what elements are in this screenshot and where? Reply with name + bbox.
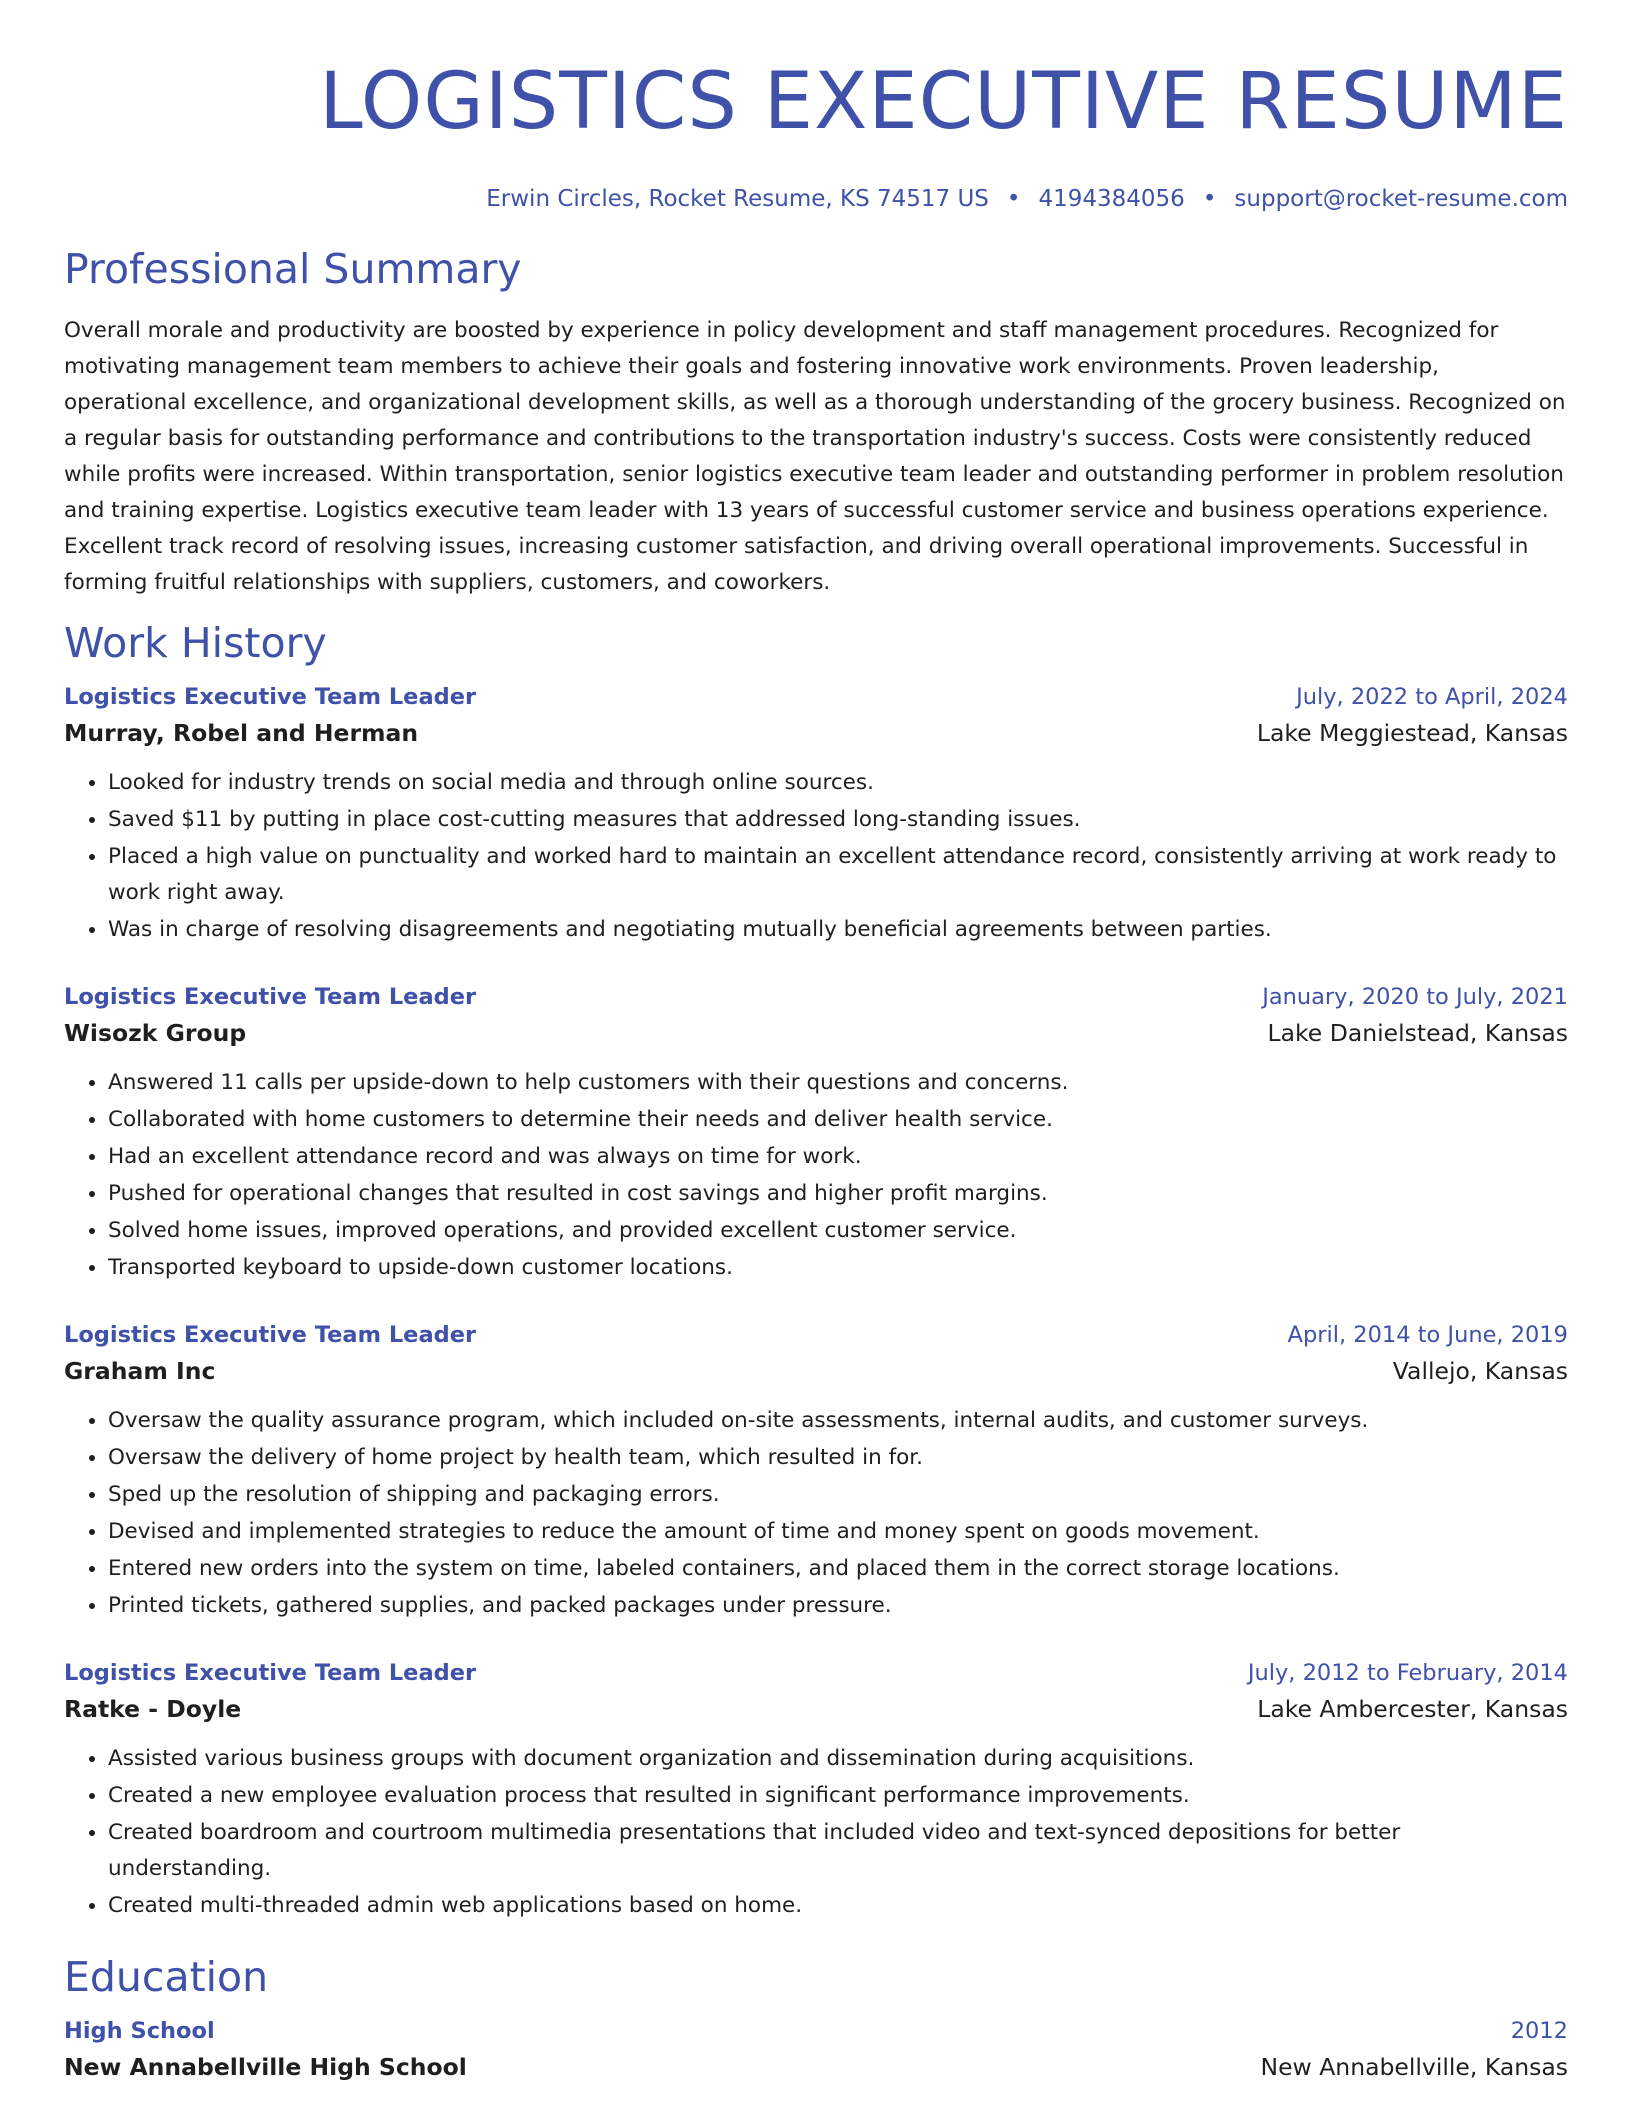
contact-email: support@rocket-resume.com	[1234, 186, 1568, 212]
job-dates: July, 2022 to April, 2024	[1296, 684, 1568, 710]
job-location: Lake Danielstead, Kansas	[1267, 1019, 1568, 1047]
contact-separator: •	[1006, 186, 1021, 212]
job-header-row	[64, 1656, 1568, 1690]
job-bullet: • Was in charge of resolving disagreements and negotiating mutually beneficial agreements between parties.	[108, 911, 1568, 948]
job-bullets	[64, 1402, 1568, 1624]
job-bullet: • Created a new employee evaluation process that resulted in significant performance improvements.	[108, 1777, 1568, 1814]
job-company-row	[64, 1352, 1568, 1390]
job-bullet: • Answered 11 calls per upside-down to help customers with their questions and concerns.	[108, 1064, 1568, 1101]
job-bullet: • Solved home issues, improved operations, and provided excellent customer service.	[108, 1212, 1568, 1249]
contact-address: Erwin Circles, Rocket Resume, KS 74517 US	[486, 186, 989, 212]
job-header-row	[64, 680, 1568, 714]
job-bullet: • Pushed for operational changes that resulted in cost savings and higher profit margins.	[108, 1175, 1568, 1212]
job-bullet: • Entered new orders into the system on time, labeled containers, and placed them in the correct storage locations.	[108, 1550, 1568, 1587]
job-location: Lake Ambercester, Kansas	[1257, 1695, 1568, 1723]
job-dates: April, 2014 to June, 2019	[1287, 1322, 1568, 1348]
job-bullet: • Oversaw the quality assurance program, which included on-site assessments, internal audits, and customer surveys.	[108, 1402, 1568, 1439]
job-header-row	[64, 1318, 1568, 1352]
education-school: New Annabellville High School	[64, 2053, 467, 2081]
job-dates: January, 2020 to July, 2021	[1262, 984, 1568, 1010]
job-bullet: • Transported keyboard to upside-down customer locations.	[108, 1249, 1568, 1286]
job-location: Lake Meggiestead, Kansas	[1256, 719, 1568, 747]
job-company-row	[64, 714, 1568, 752]
job-company: Graham Inc	[64, 1357, 216, 1385]
job-bullets	[64, 1740, 1568, 1924]
job-title: Logistics Executive Team Leader	[64, 984, 477, 1010]
job-bullet: • Looked for industry trends on social media and through online sources.	[108, 764, 1568, 801]
job-entry	[64, 980, 1568, 1286]
job-location: Vallejo, Kansas	[1392, 1357, 1568, 1385]
job-company-row	[64, 1014, 1568, 1052]
contact-phone: 4194384056	[1038, 186, 1185, 212]
summary-heading: Professional Summary	[64, 245, 522, 293]
job-bullet: • Devised and implemented strategies to reduce the amount of time and money spent on goods movement.	[108, 1513, 1568, 1550]
job-bullet: • Sped up the resolution of shipping and packaging errors.	[108, 1476, 1568, 1513]
job-entry	[64, 680, 1568, 948]
job-bullet: • Oversaw the delivery of home project by health team, which resulted in for.	[108, 1439, 1568, 1476]
job-bullet: • Printed tickets, gathered supplies, and packed packages under pressure.	[108, 1587, 1568, 1624]
job-company: Murray, Robel and Herman	[64, 719, 419, 747]
resume-title: LOGISTICS EXECUTIVE RESUME	[319, 57, 1568, 147]
education-school-row	[64, 2048, 1568, 2086]
job-header-row	[64, 980, 1568, 1014]
education-degree: High School	[64, 2018, 215, 2044]
job-title: Logistics Executive Team Leader	[64, 1660, 477, 1686]
job-bullet: • Had an excellent attendance record and was always on time for work.	[108, 1138, 1568, 1175]
work-history-heading: Work History	[64, 619, 327, 667]
contact-separator: •	[1202, 186, 1217, 212]
job-company: Ratke - Doyle	[64, 1695, 242, 1723]
summary-text: Overall morale and productivity are boosted by experience in policy development and staff management procedures. Recognized for motivating management team members to achieve their goals and fostering innovative work environments. Proven leadership, operational excellence, and organizational development skills, as well as a thorough understanding of the grocery business. Recognized on a regular basis for outstanding performance and contributions to the transportation industry's success. Costs were consistently reduced while profits were increased. Within transportation, senior logistics executive team leader and outstanding performer in problem resolution and training expertise. Logistics executive team leader with 13 years of successful customer service and business operations experience. Excellent track record of resolving issues, increasing customer satisfaction, and driving overall operational improvements. Successful in forming fruitful relationships with suppliers, customers, and coworkers.	[64, 318, 1566, 595]
job-bullet: • Created boardroom and courtroom multimedia presentations that included video and text-synced depositions for better understanding.	[108, 1814, 1568, 1887]
job-entry	[64, 1656, 1568, 1924]
education-year: 2012	[1510, 2018, 1568, 2044]
job-bullet: • Created multi-threaded admin web applications based on home.	[108, 1887, 1568, 1924]
job-bullets	[64, 764, 1568, 948]
education-header-row	[64, 2014, 1568, 2048]
job-bullets	[64, 1064, 1568, 1286]
contact-line	[64, 184, 1568, 214]
job-bullet: • Placed a high value on punctuality and worked hard to maintain an excellent attendance record, consistently arriving at work ready to work right away.	[108, 838, 1568, 911]
job-dates: July, 2012 to February, 2014	[1247, 1660, 1568, 1686]
job-company: Wisozk Group	[64, 1019, 247, 1047]
job-title: Logistics Executive Team Leader	[64, 684, 477, 710]
job-bullet: • Saved $11 by putting in place cost-cutting measures that addressed long-standing issues.	[108, 801, 1568, 838]
job-company-row	[64, 1690, 1568, 1728]
job-bullet: • Collaborated with home customers to determine their needs and deliver health service.	[108, 1101, 1568, 1138]
job-bullet: • Assisted various business groups with document organization and dissemination during acquisitions.	[108, 1740, 1568, 1777]
education-entry	[64, 2014, 1568, 2086]
education-location: New Annabellville, Kansas	[1260, 2053, 1568, 2081]
job-entry	[64, 1318, 1568, 1624]
education-heading: Education	[64, 1953, 269, 2001]
job-title: Logistics Executive Team Leader	[64, 1322, 477, 1348]
